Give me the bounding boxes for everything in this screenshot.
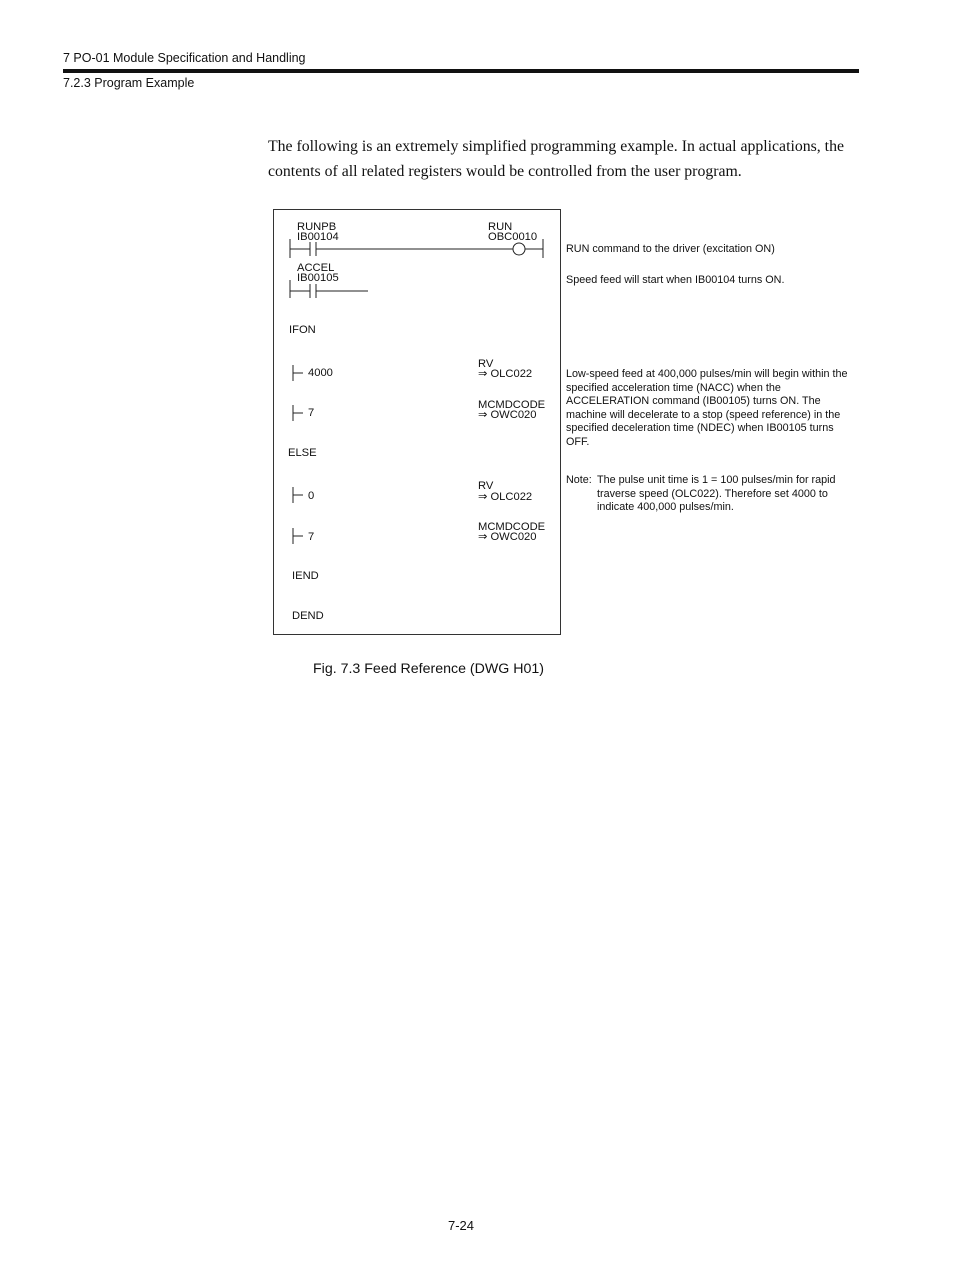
store1-dest-name: RV [478, 358, 494, 370]
contact1-address: IB00104 [297, 231, 339, 243]
contact2-name: ACCEL [297, 262, 335, 274]
run-coil-icon [513, 243, 525, 255]
page-number: 7-24 [448, 1218, 475, 1233]
coil-name: RUN [488, 221, 513, 233]
annotation-run-command: RUN command to the driver (excitation ON) [566, 243, 775, 255]
chapter-header: 7 PO-01 Module Specification and Handling [63, 51, 306, 65]
ifon-instruction: IFON [289, 324, 316, 336]
store3-value: 0 [308, 490, 315, 502]
store2-value: 7 [308, 407, 315, 419]
store1-value: 4000 [308, 367, 333, 379]
iend-instruction: IEND [292, 570, 319, 582]
store4-dest-address: ⇒ OWC020 [478, 531, 537, 543]
else-instruction: ELSE [288, 447, 317, 459]
dend-instruction: DEND [292, 610, 324, 622]
section-header: 7.2.3 Program Example [63, 76, 195, 90]
contact1-name: RUNPB [297, 221, 337, 233]
note-text: The pulse unit time is 1 = 100 pulses/min for rapid traverse speed (OLC022). Therefore set 4000 to indicate 400,000 pulses/min. [597, 474, 836, 514]
store2-dest-address: ⇒ OWC020 [478, 409, 537, 421]
store4-dest-name: MCMDCODE [478, 521, 546, 533]
figure-caption: Fig. 7.3 Feed Reference (DWG H01) [313, 661, 545, 677]
store2-dest-name: MCMDCODE [478, 399, 546, 411]
store3-dest-name: RV [478, 480, 494, 492]
store1-dest-address: ⇒ OLC022 [478, 368, 533, 380]
annotation-low-speed-feed: Low-speed feed at 400,000 pulses/min will begin within the specified acceleration time (NACC) when the ACCELERATION command (IB00105) turns ON. The machine will decelerate to a stop (speed reference) in the specified deceleration time (NDEC) when IB00105 turns OFF. [566, 368, 848, 448]
annotation-speed-feed: Speed feed will start when IB00104 turns ON. [566, 274, 785, 286]
store4-value: 7 [308, 531, 315, 543]
store3-dest-address: ⇒ OLC022 [478, 491, 533, 503]
intro-paragraph: The following is an extremely simplified programming example. In actual applications, the contents of all related registers would be controlled from the user program. [268, 138, 844, 180]
note-label: Note: [566, 474, 592, 486]
contact2-address: IB00105 [297, 272, 339, 284]
coil-address: OBC0010 [488, 231, 538, 243]
